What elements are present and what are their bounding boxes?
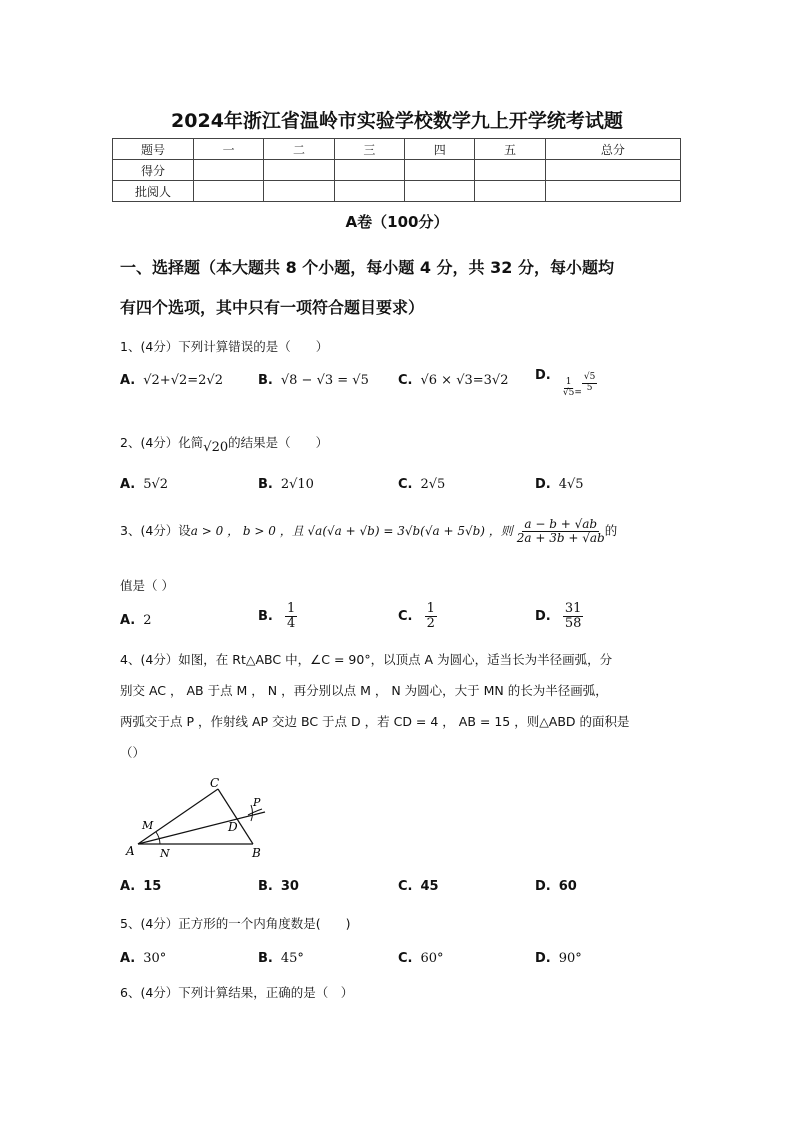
label-m: M <box>142 819 154 832</box>
score-cell[interactable] <box>475 181 545 202</box>
q5-option-b[interactable] <box>258 951 304 966</box>
option-text: 4√5 <box>558 477 584 492</box>
q1-option-c[interactable] <box>398 373 508 388</box>
q4-option-d[interactable] <box>535 879 577 894</box>
option-label: D. <box>535 477 551 492</box>
question-4-line4: （） <box>120 745 146 760</box>
score-cell[interactable] <box>264 181 334 202</box>
denominator: √5 <box>562 387 575 398</box>
option-text: 15 <box>143 879 162 894</box>
radical: √20 <box>203 440 229 455</box>
option-text: 60 <box>558 879 577 894</box>
q3-option-c[interactable] <box>398 602 437 632</box>
denominator: 4 <box>287 616 296 632</box>
score-cell[interactable] <box>545 160 680 181</box>
option-text: √6 × √3=3√2 <box>420 373 509 388</box>
label-a: A <box>126 844 135 858</box>
option-label: C. <box>398 609 413 625</box>
option-text: 2√10 <box>280 477 314 492</box>
score-row-label: 批阅人 <box>113 181 194 202</box>
q4-option-a[interactable] <box>120 879 161 894</box>
option-label: A. <box>120 373 136 388</box>
q1-option-a[interactable] <box>120 373 223 388</box>
page-title: 2024年浙江省温岭市实验学校数学九上开学统考试题 <box>171 110 623 132</box>
option-text: 2√5 <box>420 477 446 492</box>
score-header-cell: 题号 <box>113 139 194 160</box>
arc-mn <box>156 832 160 844</box>
score-cell[interactable] <box>405 181 475 202</box>
option-label: D. <box>535 879 551 894</box>
label-c: C <box>210 776 220 790</box>
option-label: C. <box>398 879 413 894</box>
option-label: A. <box>120 879 136 894</box>
label-b: B <box>252 846 261 860</box>
option-text: 2 <box>143 613 152 628</box>
question-4-line3: 两弧交于点 P ，作射线 AP 交边 BC 于点 D ，若 CD = 4 ， AB = 15 ，则△ABD 的面积是 <box>120 714 630 729</box>
question-4-line2: 别交 AC ， AB 于点 M ， N ，再分别以点 M ， N 为圆心，大于 MN 的长为半径画弧， <box>120 683 608 698</box>
denominator: 5 <box>586 382 593 393</box>
option-text: 30° <box>143 951 167 966</box>
numerator: 1 <box>287 601 296 616</box>
denominator: 2a + 3b + √ab <box>516 531 605 546</box>
option-label: B. <box>258 373 273 388</box>
q5-option-d[interactable] <box>535 951 582 966</box>
ray-ap <box>138 812 265 844</box>
score-table <box>112 138 681 202</box>
numerator: √5 <box>583 372 596 382</box>
numerator: 1 <box>565 377 572 387</box>
score-row-label: 得分 <box>113 160 194 181</box>
score-cell[interactable] <box>545 181 680 202</box>
stem-text: 的 <box>604 523 618 539</box>
option-text: 5√2 <box>143 477 169 492</box>
fraction <box>563 378 574 399</box>
question-3-stem-line2: 值是（ ） <box>120 578 174 593</box>
option-label: C. <box>398 477 413 492</box>
option-label: A. <box>120 613 136 628</box>
label-n: N <box>160 847 170 860</box>
option-label: D. <box>535 368 551 383</box>
score-cell[interactable] <box>264 160 334 181</box>
numerator: 1 <box>426 601 435 616</box>
table-row <box>113 139 681 160</box>
q3-option-b[interactable] <box>258 602 297 632</box>
score-header-cell: 二 <box>264 139 334 160</box>
question-1-stem: 1、(4分）下列计算错误的是（ ） <box>120 339 329 354</box>
label-d: D <box>228 820 238 834</box>
option-label: C. <box>398 373 413 388</box>
option-text: 30 <box>280 879 299 894</box>
table-row <box>113 181 681 202</box>
option-label: D. <box>535 951 551 966</box>
section-one-heading-line2: 有四个选项，其中只有一项符合题目要求） <box>120 298 425 317</box>
question-6-stem: 6、(4分）下列计算结果，正确的是（ ） <box>120 985 354 1000</box>
option-text: 45 <box>420 879 439 894</box>
score-header-cell: 四 <box>405 139 475 160</box>
q5-option-c[interactable] <box>398 951 444 966</box>
score-cell[interactable] <box>475 160 545 181</box>
question-3-stem <box>120 518 680 545</box>
option-label: C. <box>398 951 413 966</box>
option-text: √2+√2=2√2 <box>143 373 223 388</box>
question-4-line1: 4、(4分）如图，在 Rt△ABC 中，∠C = 90°，以顶点 A 为圆心，适当长为半径画弧，分 <box>120 652 613 667</box>
score-cell[interactable] <box>334 181 404 202</box>
fraction <box>425 602 437 632</box>
q2-option-d[interactable] <box>535 477 584 492</box>
segment-ac <box>138 789 218 844</box>
section-one-heading-line1: 一、选择题（本大题共 8 个小题，每小题 4 分，共 32 分，每小题均 <box>120 258 614 277</box>
q1-option-b[interactable] <box>258 373 369 388</box>
option-label: A. <box>120 477 136 492</box>
option-label: B. <box>258 609 273 625</box>
stem-text: 2、(4分）化简 <box>120 435 204 450</box>
q2-option-a[interactable] <box>120 477 168 492</box>
option-label: B. <box>258 951 273 966</box>
option-text: √8 − √3 = √5 <box>280 373 369 388</box>
q4-option-c[interactable] <box>398 879 439 894</box>
question-5-stem: 5、(4分）正方形的一个内角度数是( ) <box>120 916 351 931</box>
equals: = <box>574 387 582 398</box>
triangle-figure <box>120 775 280 865</box>
option-label: B. <box>258 879 273 894</box>
score-cell[interactable] <box>194 160 264 181</box>
fraction <box>582 373 597 394</box>
option-text: 45° <box>280 951 304 966</box>
table-row <box>113 160 681 181</box>
score-header-cell: 总分 <box>545 139 680 160</box>
fraction <box>285 602 297 632</box>
q2-option-c[interactable] <box>398 477 445 492</box>
denominator: 2 <box>426 616 435 632</box>
q5-option-a[interactable] <box>120 951 166 966</box>
label-p: P <box>253 796 261 809</box>
condition-expression: a > 0 ， b > 0 ，且 √a(√a + √b) = 3√b(√a + 5√b) ，则 <box>190 524 513 539</box>
option-label: A. <box>120 951 136 966</box>
score-cell[interactable] <box>334 160 404 181</box>
fraction <box>517 518 605 545</box>
stem-text: 3、(4分）设 <box>120 523 191 539</box>
section-a-heading: A卷（100分） <box>345 213 449 231</box>
numerator: a − b + √ab <box>524 517 598 531</box>
fraction <box>563 602 584 632</box>
q1-option-d[interactable] <box>535 368 597 399</box>
q3-option-a[interactable] <box>120 613 152 628</box>
score-header-cell: 五 <box>475 139 545 160</box>
score-cell[interactable] <box>194 181 264 202</box>
q4-option-b[interactable] <box>258 879 299 894</box>
option-label: D. <box>535 609 551 625</box>
option-label: B. <box>258 477 273 492</box>
q2-option-b[interactable] <box>258 477 314 492</box>
score-cell[interactable] <box>405 160 475 181</box>
score-header-cell: 三 <box>334 139 404 160</box>
question-2-stem <box>120 433 328 455</box>
denominator: 58 <box>564 616 582 632</box>
option-text: 90° <box>558 951 582 966</box>
stem-text: 的结果是（ ） <box>228 435 329 450</box>
score-header-cell: 一 <box>194 139 264 160</box>
numerator: 31 <box>564 601 582 616</box>
option-text: 60° <box>420 951 444 966</box>
q3-option-d[interactable] <box>535 602 583 632</box>
